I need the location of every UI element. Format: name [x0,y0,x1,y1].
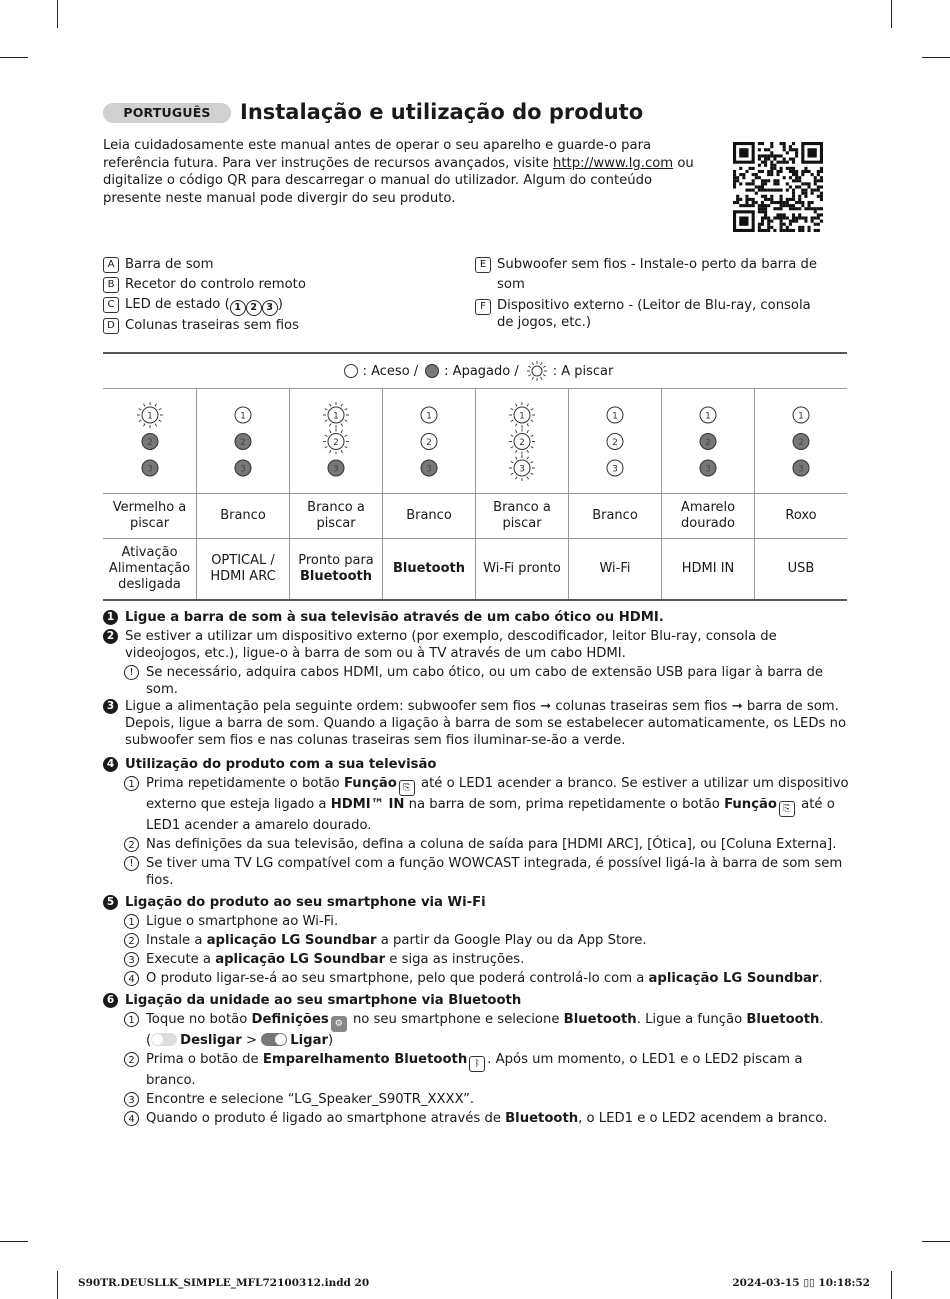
blink-ray [325,409,328,411]
led-icon-cell [289,389,382,493]
blink-ray [516,477,518,480]
step-3-part: colunas traseiras sem fios [551,699,732,714]
led-indicator-icon [218,396,268,486]
text-part: Execute a [146,952,216,967]
sub-number-icon: 1 [124,776,139,791]
led-function-cell: Wi-Fi pronto [475,539,568,599]
led-color-cell: Branco a piscar [289,494,382,538]
text-part: Quando o produto é ligado ao smartphone através de [146,1111,506,1126]
led-number: 2 [612,438,618,448]
step-4-sub-1 [124,775,853,834]
legend-text: LED de estado ( [125,297,230,312]
blink-ray [516,457,518,460]
led-number: 3 [240,464,246,475]
led-number: 3 [146,464,153,475]
off-label: Desligar [180,1033,242,1048]
blink-ray [531,462,534,464]
blink-ray [325,420,328,422]
blink-ray [516,424,518,427]
step-title: Utilização do produto com a sua televisão [125,757,437,772]
step-number-icon: 5 [103,895,118,910]
led-icon-cell [196,389,289,493]
bluetooth-label: Bluetooth [746,1012,820,1027]
step-3-part: barra de som. Depois, ligue a barra de som. Quando a ligação à barra de som se estabelecer automaticamente, os LEDs no subwoofer sem fios e nas colunas traseiras sem fios iluminar-se-ão a verde. [125,699,847,748]
language-badge: PORTUGUÊS [103,103,231,123]
blink-ray [325,447,328,449]
text-part: até o LED1 acender a amarelo dourado. [146,797,835,833]
exclamation-icon: ! [124,856,139,871]
key-on-label: : Aceso / [362,363,419,379]
legend-text: Dispositivo externo - (Leitor de Blu-ray, consola de jogos, etc.) [497,298,811,330]
led-color-cell: Roxo [754,494,847,538]
led-number: 1 [426,411,432,422]
app-name: aplicação LG Soundbar [206,933,377,948]
right-arrow-icon: ➞ [731,699,743,714]
led-number-icon: 1 [230,300,246,316]
text-part: Prima repetidamente o botão [146,776,344,791]
blink-ray [527,404,529,407]
led-number: 3 [612,464,618,475]
text-part: . [818,971,823,986]
text-part: Toque no botão [146,1012,252,1027]
led-function-cell: Ativação Alimentação desligada [108,545,191,592]
blink-ray [516,450,518,453]
function-bold: Bluetooth [393,561,465,576]
sub-text [146,1110,853,1127]
app-name: aplicação LG Soundbar [648,971,819,986]
blink-ray [345,409,348,411]
step-title: Ligação do produto ao seu smartphone via Wi-Fi [125,895,486,910]
blink-ray [330,404,332,407]
function-text [393,561,465,577]
led-number: 1 [612,411,618,422]
blink-ray [543,375,546,377]
sub-text [146,775,853,834]
app-name: aplicação LG Soundbar [215,952,386,967]
blink-ray [345,435,348,437]
blink-ray [158,409,161,411]
led-number: 2 [798,438,804,448]
text-part: Instale a [146,933,207,948]
function-pre: Pronto para [298,553,374,568]
text-part: > [241,1033,262,1048]
blink-ray [155,404,157,407]
letter-icon: A [103,257,119,273]
blink-ray [527,477,529,480]
legend-text: Recetor do controlo remoto [125,277,306,292]
led-indicator-icon [590,396,640,486]
function-button-icon: ⎘ [779,801,795,817]
led-function-row [103,539,847,599]
led-icon-cell [754,389,847,493]
led-indicator-icon [311,396,361,486]
led-circle [532,366,542,376]
crop-mark [0,1241,28,1242]
intro-text: Leia cuidadosamente este manual antes de operar o seu aparelho e guarde-o para referência futura. Para ver instruções de recursos avançados, visite [103,138,652,171]
blink-ray [531,435,534,437]
led-function-cell: USB [754,539,847,599]
led-function-cell [289,539,382,599]
sub-number-icon: 2 [124,933,139,948]
led-color-cell: Branco [196,494,289,538]
blink-ray [345,420,348,422]
sub-text [146,1051,853,1089]
led-number-icon: 3 [262,300,278,316]
legend-item-d [103,316,453,336]
led-icon-row [103,389,847,494]
blink-ray [511,447,514,449]
text-part: . Após um momento, o LED1 e o LED2 piscam a branco. [146,1052,803,1088]
led-number: 2 [426,438,432,448]
blink-ray [143,424,145,427]
sub-text [146,970,853,987]
step-6-sub-1 [124,1011,853,1049]
sub-number-icon: 4 [124,971,139,986]
crop-mark [57,1271,58,1299]
blink-ray [511,473,514,475]
text-part: . [819,1012,824,1027]
led-color-cell: Amarelo dourado [661,494,754,538]
blink-ray [155,424,157,427]
text-part: e siga as instruções. [385,952,525,967]
legend-text: ) [277,297,283,312]
led-color-cell: Branco a piscar [475,494,568,538]
letter-icon: D [103,318,119,334]
settings-gear-icon: ⚙ [331,1016,347,1032]
step-5-sub-4 [124,970,853,987]
crop-mark [57,0,58,28]
led-number: 2 [146,438,153,448]
step-6-sub-4 [124,1110,853,1127]
blink-ray [543,366,546,368]
step-6-sub-2 [124,1051,853,1089]
text-part: ( [146,1033,152,1048]
letter-icon: F [475,299,491,315]
intro-paragraph [103,137,713,207]
bluetooth-label: Bluetooth [563,1012,637,1027]
key-blink-label: : A piscar [552,363,614,379]
led-number: 1 [519,411,525,422]
led-number: 1 [798,411,804,422]
step-number-icon: 4 [103,757,118,772]
legend-item-b [103,275,453,295]
blink-ray [330,424,332,427]
led-icon-cell [661,389,754,493]
step-2 [103,628,853,662]
letter-icon: B [103,277,119,293]
led-number: 2 [519,438,525,448]
blink-ray [540,377,542,380]
function-bold: Bluetooth [300,569,372,584]
text-part: ) [328,1033,334,1048]
qr-code-icon[interactable] [733,142,823,232]
sub-number-icon: 2 [124,1052,139,1067]
step-number-icon: 2 [103,629,118,644]
bluetooth-pairing-icon: ᛒ [469,1056,485,1072]
function-label: Função [724,797,777,812]
blink-ray [158,420,161,422]
led-key [103,354,847,389]
blink-ray [345,447,348,449]
toggle-on-icon [261,1033,287,1046]
blink-ray [330,430,332,433]
led-number: 1 [705,411,711,422]
sub-text: Nas definições da sua televisão, defina a coluna de saída para [HDMI ARC], [Ótica], ou [Coluna Externa]. [146,837,837,852]
led-number: 2 [240,438,246,448]
step-4 [103,756,853,773]
on-label: Ligar [290,1033,328,1048]
text-part: . Ligue a função [636,1012,747,1027]
blink-ray [341,404,343,407]
step-number-icon: 3 [103,699,118,714]
bluetooth-pairing-label: Emparelhamento Bluetooth [262,1052,468,1067]
led-number-icon: 2 [246,300,262,316]
step-5-sub-2 [124,932,853,949]
legend-item-a [103,255,453,275]
blink-ray [143,404,145,407]
sub-number-icon: 4 [124,1111,139,1126]
led-icon-cell [475,389,568,493]
step-title: Ligação da unidade ao seu smartphone via Bluetooth [125,993,522,1008]
settings-label: Definições [251,1012,329,1027]
step-3-part: Ligue a alimentação pela seguinte ordem: subwoofer sem fios [125,699,541,714]
led-icon-cell [103,389,196,493]
footer-timestamp: 2024-03-15 ▯▯ 10:18:52 [732,1277,870,1289]
text-part: Prima o botão de [146,1052,263,1067]
blink-ray [330,450,332,453]
led-number: 1 [240,411,246,422]
blink-ray [527,450,529,453]
sub-text [146,1011,853,1049]
key-off-label: : Apagado / [444,363,519,379]
step-text: Se estiver a utilizar um dispositivo externo (por exemplo, descodificador, leitor Blu-ray, consola de videojogos, etc.), ligue-o à barra de som ou à TV através de um cabo HDMI. [125,629,777,661]
led-color-cell: Branco [568,494,661,538]
blink-ray [531,420,534,422]
blink-ray [138,420,141,422]
letter-icon: C [103,297,119,313]
footer-file-info: S90TR.DEUSLLK_SIMPLE_MFL72100312.indd 20 [78,1277,370,1289]
blink-ray [531,409,534,411]
text-part: no seu smartphone e selecione [348,1012,564,1027]
led-number: 2 [705,438,711,448]
blink-ray [138,409,141,411]
led-on-icon [343,363,359,379]
sub-number-icon: 1 [124,914,139,929]
led-number: 1 [146,411,153,422]
crop-mark [0,57,28,58]
blink-ray [531,473,534,475]
led-number: 1 [333,411,339,422]
sub-number-icon: 2 [124,837,139,852]
right-arrow-icon: ➞ [540,699,552,714]
led-function-cell: HDMI IN [661,539,754,599]
led-function-cell [382,539,475,599]
led-icon-cell [568,389,661,493]
blink-ray [511,409,514,411]
sub-text [146,932,853,949]
blink-ray [528,375,531,377]
step-number-icon: 6 [103,993,118,1008]
exclamation-icon: ! [124,665,139,680]
blink-ray [511,462,514,464]
legend-text: Subwoofer sem fios - Instale-o perto da barra de som [497,257,818,292]
sub-text: Encontre e selecione “LG_Speaker_S90TR_XXXX”. [146,1092,475,1107]
note-text: Se tiver uma TV LG compatível com a função WOWCAST integrada, é possível ligá-la à barra de som sem fios. [146,856,843,888]
text-part: até o LED1 acender a branco. Se estiver a utilizar um dispositivo externo que esteja ligado a [146,776,849,812]
intro-text-end: ou digitalize o código QR para descarregar o manual do utilizador. Algum do conteúdo presente neste manual pode divergir do seu produto. [103,155,694,206]
step-text: Ligue a barra de som à sua televisão através de um cabo ótico ou HDMI. [125,610,664,625]
led-indicator-icon [776,396,826,486]
blink-ray [527,457,529,460]
text-part: O produto ligar-se-á ao seu smartphone, pelo que poderá controlá-lo com a [146,971,649,986]
blink-ray [527,424,529,427]
legend-item-e [475,255,825,295]
sub-text: Ligue o smartphone ao Wi-Fi. [146,914,339,929]
led-color-cell: Branco [382,494,475,538]
led-color-cell: Vermelho a piscar [112,500,187,531]
legend-left [103,255,453,336]
blink-ray [532,377,534,380]
bluetooth-label: Bluetooth [505,1111,579,1126]
letter-icon: E [475,257,491,273]
blink-ray [341,430,343,433]
step-4-note [124,855,853,889]
crop-mark [922,57,950,58]
blink-ray [532,362,534,365]
led-color-row [103,494,847,539]
step-5-sub-1 [124,913,853,930]
blink-ray [540,362,542,365]
step-6-sub-3 [124,1091,853,1108]
led-number: 2 [333,438,339,448]
text-part: a partir da Google Play ou da App Store. [376,933,647,948]
led-number: 3 [333,464,339,475]
legend-item-f [475,297,825,331]
blink-ray [341,424,343,427]
step-4-sub-2 [124,836,853,853]
step-text [125,698,853,749]
blink-ray [511,420,514,422]
crop-mark [922,1241,950,1242]
step-2-note [124,664,853,698]
blink-ray [325,435,328,437]
led-function-cell: OPTICAL / HDMI ARC [196,539,289,599]
crop-mark [891,1271,892,1299]
blink-ray [527,430,529,433]
led-blink-icon [525,361,549,381]
legend-text: Barra de som [125,257,214,272]
lg-link[interactable]: http://www.lg.com [553,155,674,171]
led-number: 3 [426,464,432,475]
function-text [298,553,374,585]
step-3 [103,698,853,749]
sub-number-icon: 3 [124,1092,139,1107]
led-indicator-icon [125,396,175,486]
led-number: 3 [798,464,804,475]
legend-text: Colunas traseiras sem fios [125,318,299,333]
led-indicator-icon [497,396,547,486]
step-5 [103,894,853,911]
led-number: 3 [705,464,711,475]
blink-ray [516,404,518,407]
blink-ray [531,447,534,449]
function-button-icon: ⎘ [399,780,415,796]
text-part: na barra de som, prima repetidamente o botão [404,797,725,812]
toggle-off-icon [151,1033,177,1046]
blink-ray [341,450,343,453]
led-number: 3 [519,464,525,475]
legend-right [475,255,825,331]
blink-ray [511,435,514,437]
steps [103,609,853,1127]
sub-number-icon: 1 [124,1012,139,1027]
led-function-cell: Wi-Fi [568,539,661,599]
step-1 [103,609,853,626]
note-text: Se necessário, adquira cabos HDMI, um cabo ótico, ou um cabo de extensão USB para ligar à barra de som. [146,665,824,697]
led-off-icon [424,363,440,379]
led-indicator-icon [683,396,733,486]
step-5-sub-3 [124,951,853,968]
blink-ray [528,366,531,368]
legend-item-c [103,295,453,316]
step-number-icon: 1 [103,610,118,625]
led-icon-cell [382,389,475,493]
step-6 [103,992,853,1009]
page-title: Instalação e utilização do produto [240,100,644,124]
sub-text [146,951,853,968]
function-label: Função [343,776,397,791]
led-status-table [103,352,847,601]
hdmi-in-label: HDMI™ IN [330,797,405,812]
text-part: , o LED1 e o LED2 acendem a branco. [578,1111,828,1126]
crop-mark [891,0,892,28]
led-indicator-icon [404,396,454,486]
sub-number-icon: 3 [124,952,139,967]
blink-ray [516,430,518,433]
